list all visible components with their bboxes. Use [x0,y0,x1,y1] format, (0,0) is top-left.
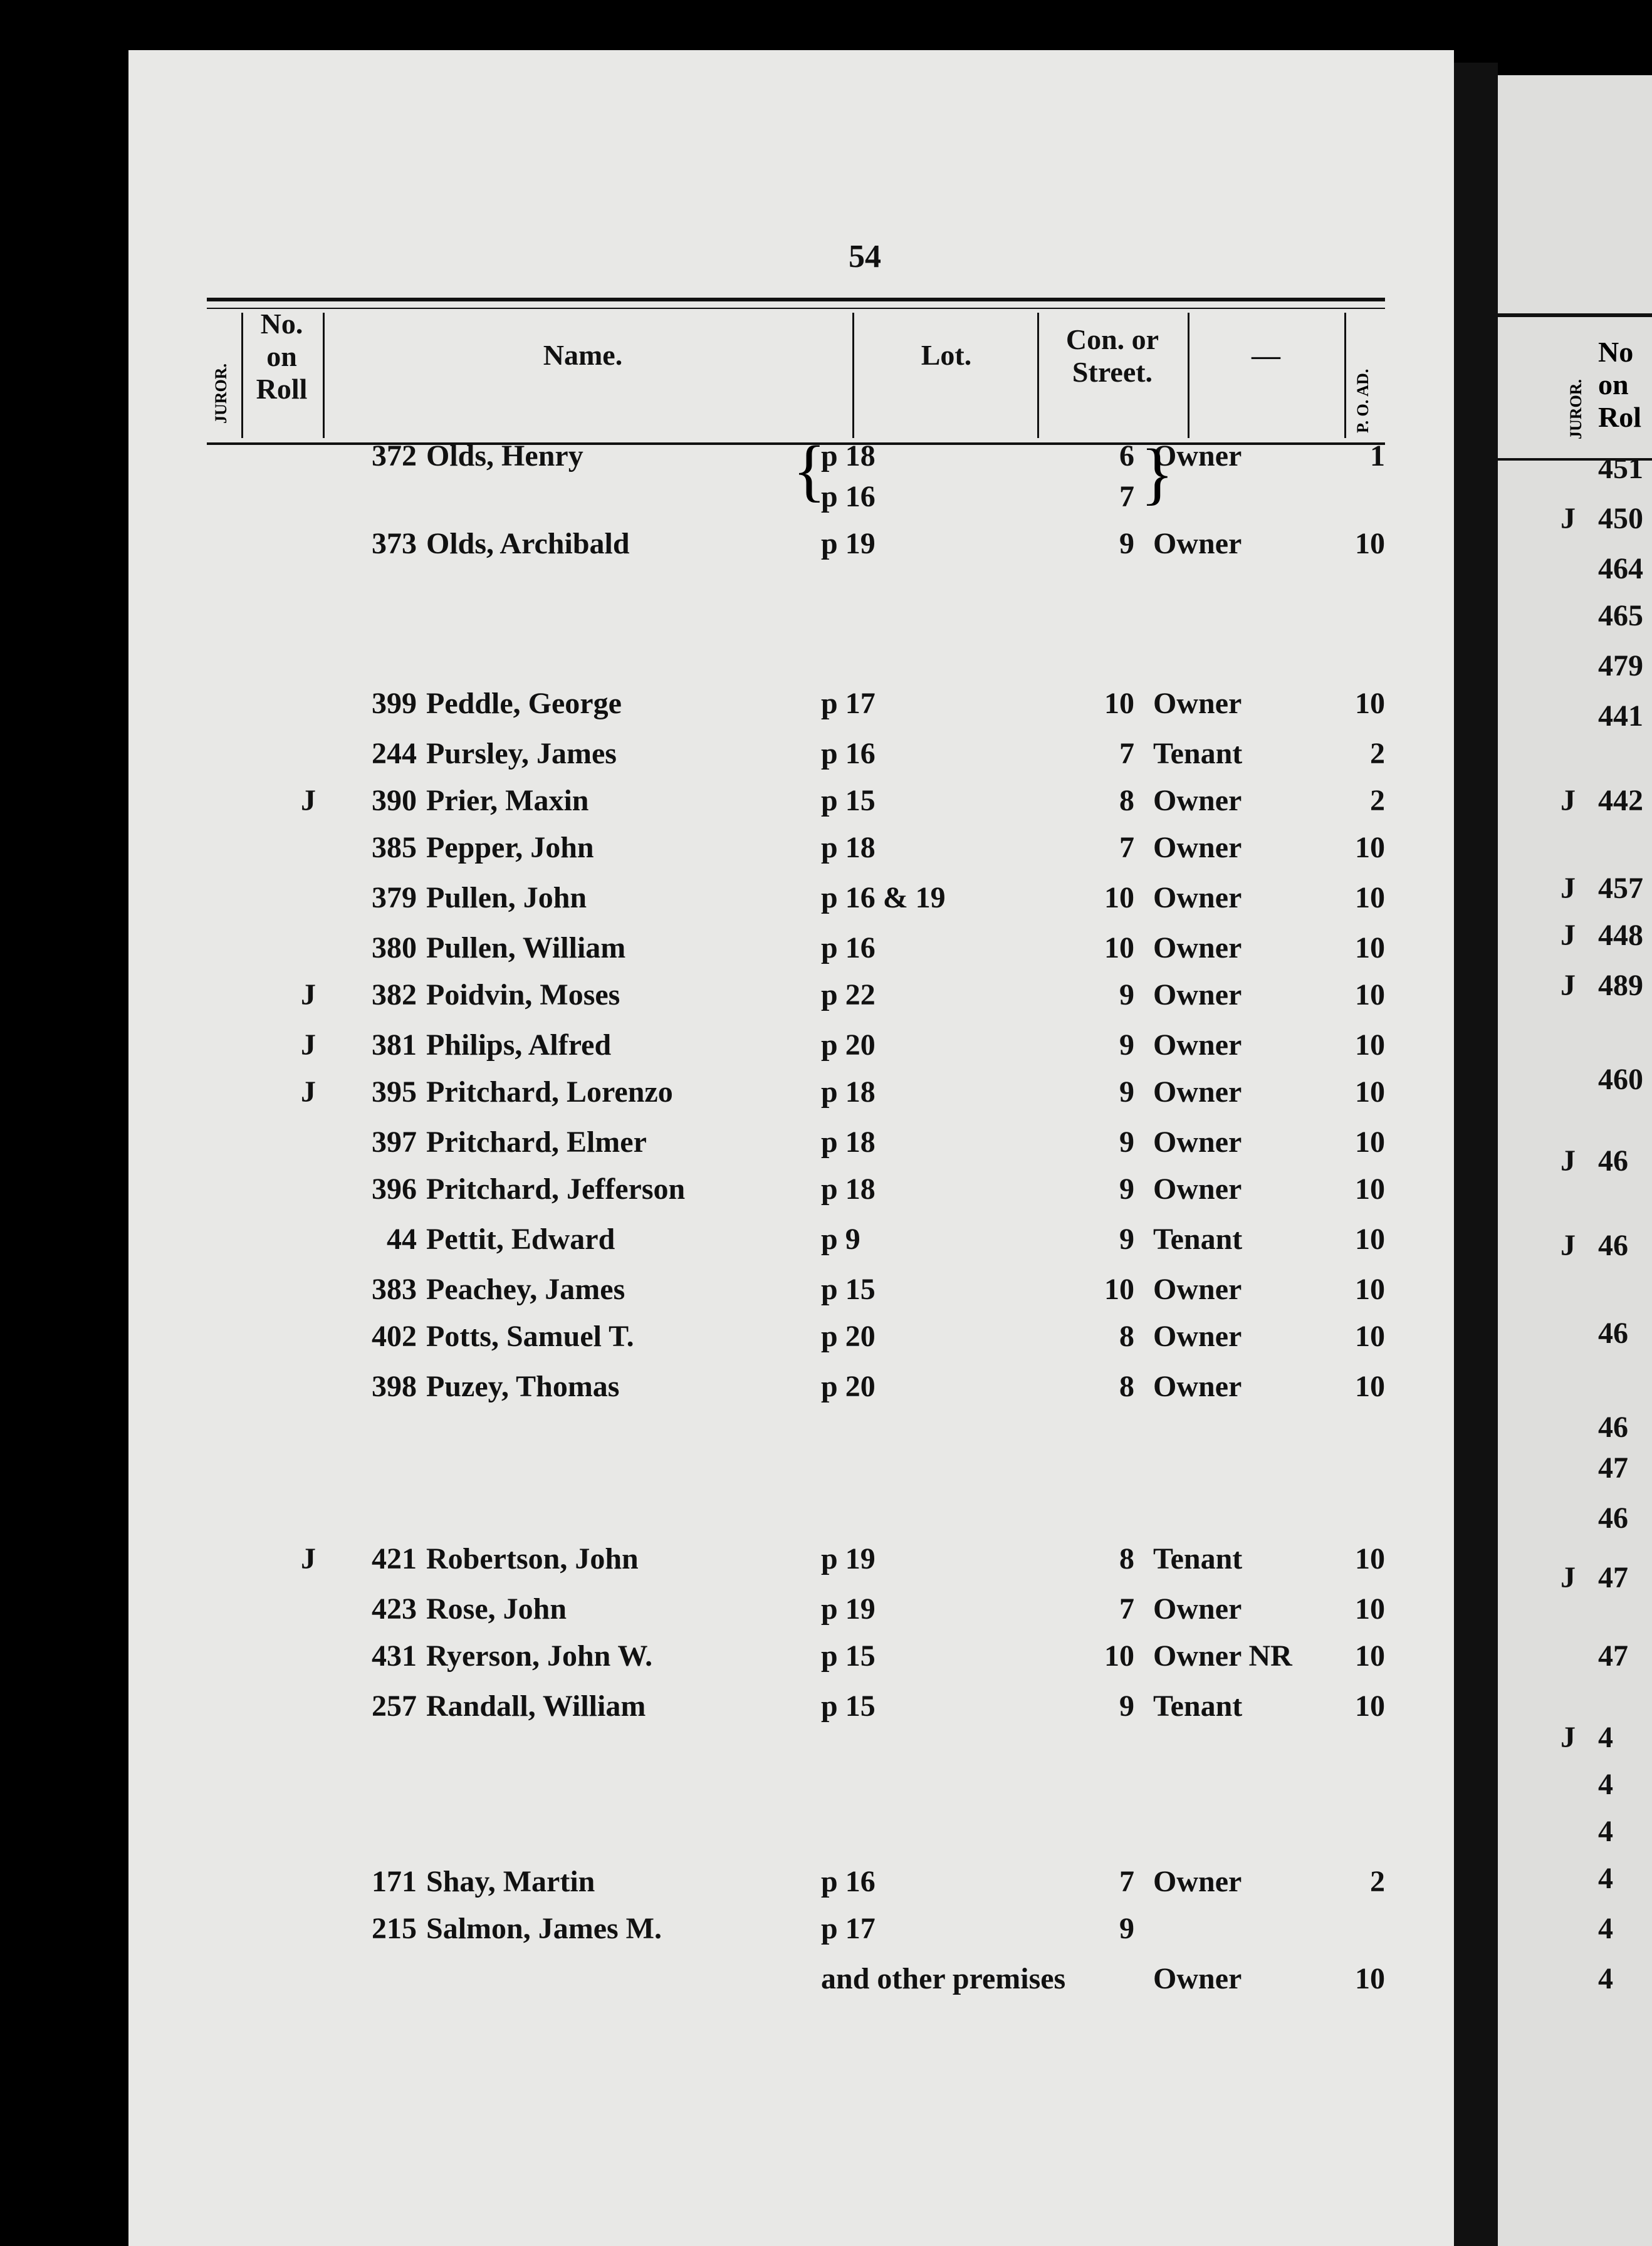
header-divider [1188,313,1189,438]
name-cell: Puzey, Thomas [426,1370,620,1403]
con-cell: 10 [1104,1639,1134,1673]
con-cell: 9 [1119,1126,1134,1159]
po-cell: 10 [1355,931,1385,964]
po-cell: 10 [1355,1223,1385,1256]
con-cell: 10 [1104,687,1134,720]
header-divider [323,313,325,438]
lot-cell: p 17 [821,1912,876,1945]
status-cell: Owner [1153,687,1242,720]
con-cell: 7 [1119,480,1134,513]
name-cell: Prier, Maxin [426,784,589,817]
lot-cell: p 19 [821,1542,876,1575]
lot-cell: and other premises [821,1962,1066,1995]
name-cell: Pritchard, Jefferson [426,1173,686,1206]
status-cell: Owner [1153,931,1242,964]
header-blank-column: — [1252,339,1280,371]
no-cell: 421 [372,1542,417,1575]
con-cell: 7 [1119,737,1134,770]
status-cell: Owner [1153,1320,1242,1353]
name-cell: Philips, Alfred [426,1028,612,1062]
no-cell: 171 [372,1865,417,1898]
no-cell: 464 [1598,552,1643,585]
no-cell: 441 [1598,699,1643,733]
left-brace-icon: { [793,432,826,508]
status-cell: Owner [1153,831,1242,864]
po-cell: 10 [1355,1126,1385,1159]
no-cell: 396 [372,1173,417,1206]
name-cell: Shay, Martin [426,1865,595,1898]
lot-cell: p 16 [821,480,876,513]
status-cell: Owner [1153,978,1242,1011]
no-cell: 4 [1598,1768,1613,1801]
con-cell: 9 [1119,527,1134,560]
con-cell: 8 [1119,1320,1134,1353]
name-cell: Olds, Henry [426,439,583,473]
page-gutter [1454,63,1498,2246]
header-divider [241,313,243,438]
po-cell: 2 [1370,784,1385,817]
status-cell: Owner [1153,1028,1242,1062]
juror-cell: J [301,1075,316,1109]
po-cell: 1 [1370,439,1385,473]
header-con-street [1040,323,1184,449]
status-cell: Owner [1153,1173,1242,1206]
header-con-line1: Con. or [1065,323,1159,355]
no-cell: 4 [1598,1912,1613,1945]
name-cell: Pullen, John [426,881,587,914]
con-cell: 9 [1119,1912,1134,1945]
name-cell: Robertson, John [426,1542,639,1575]
juror-cell: J [1561,1229,1576,1262]
con-cell: 9 [1119,1028,1134,1062]
no-cell: 390 [372,784,417,817]
lot-cell: p 15 [821,1690,876,1723]
con-cell: 7 [1119,1592,1134,1626]
header-double-rule [207,308,1385,309]
con-cell: 7 [1119,831,1134,864]
no-cell: 460 [1598,1063,1643,1096]
lot-cell: p 17 [821,687,876,720]
header-po-ad: P. O. AD. [1354,368,1372,433]
lot-cell: p 15 [821,784,876,817]
name-cell: Potts, Samuel T. [426,1320,634,1353]
status-cell: Owner [1153,1370,1242,1403]
no-cell: 244 [372,737,417,770]
no-cell: 4 [1598,1962,1613,1995]
po-cell: 10 [1355,831,1385,864]
no-cell: 385 [372,831,417,864]
con-cell: 9 [1119,1173,1134,1206]
name-cell: Pritchard, Elmer [426,1126,647,1159]
header-no-line1: No. [260,308,303,340]
np-header-line1: No [1598,336,1634,368]
status-cell: Owner NR [1153,1639,1292,1673]
name-cell: Pepper, John [426,831,594,864]
no-cell: 380 [372,931,417,964]
lot-cell: p 20 [821,1028,876,1062]
juror-cell: J [1561,969,1576,1002]
po-cell: 10 [1355,1028,1385,1062]
po-cell: 10 [1355,1639,1385,1673]
no-cell: 215 [372,1912,417,1945]
no-cell: 44 [387,1223,417,1256]
next-page-header-juror: JUROR. [1567,379,1585,439]
name-cell: Pursley, James [426,737,617,770]
status-cell: Owner [1153,1592,1242,1626]
con-cell: 9 [1119,1075,1134,1109]
status-cell: Owner [1153,527,1242,560]
header-divider [1344,313,1346,438]
con-cell: 10 [1104,931,1134,964]
lot-cell: p 9 [821,1223,860,1256]
status-cell: Owner [1153,881,1242,914]
lot-cell: p 16 [821,1865,876,1898]
header-no-on-roll [246,308,318,433]
no-cell: 47 [1598,1451,1628,1485]
lot-cell: p 15 [821,1273,876,1306]
name-cell: Pullen, William [426,931,626,964]
con-cell: 7 [1119,1865,1134,1898]
con-cell: 8 [1119,1542,1134,1575]
no-cell: 47 [1598,1639,1628,1673]
status-cell: Owner [1153,1273,1242,1306]
con-cell: 10 [1104,881,1134,914]
np-header-line3: Rol [1598,401,1641,433]
no-cell: 372 [372,439,417,473]
name-cell: Peddle, George [426,687,622,720]
name-cell: Rose, John [426,1592,567,1626]
po-cell: 10 [1355,1075,1385,1109]
np-header-line2: on [1598,368,1629,400]
no-cell: 257 [372,1690,417,1723]
no-cell: 373 [372,527,417,560]
po-cell: 10 [1355,527,1385,560]
header-divider [852,313,854,438]
no-cell: 46 [1598,1502,1628,1535]
juror-cell: J [301,1028,316,1062]
name-cell: Olds, Archibald [426,527,630,560]
con-cell: 8 [1119,784,1134,817]
no-cell: 402 [372,1320,417,1353]
no-cell: 383 [372,1273,417,1306]
po-cell: 10 [1355,1592,1385,1626]
status-cell: Owner [1153,784,1242,817]
no-cell: 442 [1598,784,1643,817]
po-cell: 10 [1355,978,1385,1011]
lot-cell: p 18 [821,1075,876,1109]
status-cell: Owner [1153,1962,1242,1995]
lot-cell: p 18 [821,439,876,473]
lot-cell: p 19 [821,1592,876,1626]
no-cell: 479 [1598,649,1643,682]
next-page-header [1498,313,1652,461]
status-cell: Tenant [1153,737,1243,770]
po-cell: 10 [1355,1273,1385,1306]
no-cell: 489 [1598,969,1643,1002]
po-cell: 10 [1355,1690,1385,1723]
no-cell: 399 [372,687,417,720]
lot-cell: p 16 [821,931,876,964]
no-cell: 379 [372,881,417,914]
no-cell: 46 [1598,1144,1628,1178]
po-cell: 10 [1355,1173,1385,1206]
no-cell: 46 [1598,1411,1628,1444]
no-cell: 46 [1598,1317,1628,1350]
po-cell: 10 [1355,1370,1385,1403]
table-header [207,298,1385,445]
name-cell: Ryerson, John W. [426,1639,653,1673]
header-no-line2: on [266,340,297,372]
juror-cell: J [1561,1144,1576,1178]
lot-cell: p 18 [821,1173,876,1206]
lot-cell: p 19 [821,527,876,560]
juror-cell: J [301,784,316,817]
con-cell: 6 [1119,439,1134,473]
po-cell: 10 [1355,881,1385,914]
lot-cell: p 20 [821,1320,876,1353]
status-cell: Tenant [1153,1542,1243,1575]
lot-cell: p 20 [821,1370,876,1403]
no-cell: 451 [1598,452,1643,485]
header-juror: JUROR. [212,363,230,424]
header-divider [1037,313,1039,438]
no-cell: 4 [1598,1862,1613,1895]
po-cell: 10 [1355,1962,1385,1995]
status-cell: Tenant [1153,1690,1243,1723]
name-cell: Peachey, James [426,1273,625,1306]
juror-cell: J [301,1542,316,1575]
status-cell: Owner [1153,1075,1242,1109]
header-lot: Lot. [921,339,972,371]
no-cell: 465 [1598,599,1643,632]
status-cell: Owner [1153,1126,1242,1159]
juror-cell: J [1561,1721,1576,1754]
no-cell: 47 [1598,1561,1628,1594]
lot-cell: p 16 & 19 [821,881,946,914]
no-cell: 448 [1598,919,1643,952]
name-cell: Poidvin, Moses [426,978,620,1011]
header-con-line2: Street. [1072,356,1153,388]
juror-cell: J [301,978,316,1011]
juror-cell: J [1561,1561,1576,1594]
no-cell: 46 [1598,1229,1628,1262]
name-cell: Pettit, Edward [426,1223,615,1256]
juror-cell: J [1561,919,1576,952]
no-cell: 423 [372,1592,417,1626]
header-name: Name. [543,339,623,371]
name-cell: Randall, William [426,1690,646,1723]
lot-cell: p 16 [821,737,876,770]
po-cell: 10 [1355,687,1385,720]
con-cell: 9 [1119,1223,1134,1256]
right-brace-icon: } [1141,435,1174,511]
no-cell: 395 [372,1075,417,1109]
no-cell: 398 [372,1370,417,1403]
po-cell: 2 [1370,1865,1385,1898]
lot-cell: p 22 [821,978,876,1011]
con-cell: 9 [1119,978,1134,1011]
name-cell: Salmon, James M. [426,1912,662,1945]
next-page-header-no [1598,336,1641,434]
con-cell: 8 [1119,1370,1134,1403]
header-no-line3: Roll [256,373,308,405]
no-cell: 457 [1598,872,1643,905]
no-cell: 431 [372,1639,417,1673]
no-cell: 381 [372,1028,417,1062]
status-cell: Tenant [1153,1223,1243,1256]
lot-cell: p 18 [821,831,876,864]
no-cell: 4 [1598,1815,1613,1848]
no-cell: 450 [1598,502,1643,535]
status-cell: Owner [1153,1865,1242,1898]
name-cell: Pritchard, Lorenzo [426,1075,673,1109]
no-cell: 4 [1598,1721,1613,1754]
no-cell: 397 [372,1126,417,1159]
lot-cell: p 15 [821,1639,876,1673]
juror-cell: J [1561,502,1576,535]
po-cell: 10 [1355,1542,1385,1575]
no-cell: 382 [372,978,417,1011]
po-cell: 2 [1370,737,1385,770]
status-cell: Owner [1153,439,1242,473]
page-number: 54 [849,239,881,274]
con-cell: 10 [1104,1273,1134,1306]
po-cell: 10 [1355,1320,1385,1353]
next-page [1498,75,1652,2246]
lot-cell: p 18 [821,1126,876,1159]
juror-cell: J [1561,784,1576,817]
juror-cell: J [1561,872,1576,905]
con-cell: 9 [1119,1690,1134,1723]
